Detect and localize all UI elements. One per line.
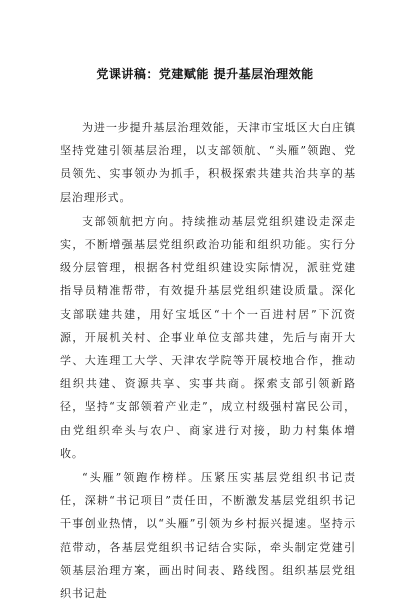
paragraph-leader-role: “头雁”领跑作榜样。压紧压实基层党组织书记责任，深耕“书记项目”责任田，不断激发基层党组织书记干事创业热情，以“头雁”引领为乡村振兴提速。坚持示范带动，各基层党组织书记结合实际，牵头制定党建引领基层治理方案，画出时间表、路线图。组织基层党组织书记赴: [60, 471, 356, 601]
document-title: 党课讲稿：党建赋能 提升基层治理效能: [96, 67, 314, 81]
paragraph-branch-leading: 支部领航把方向。持续推动基层党组织建设走深走实，不断增强基层党组织政治功能和组织功能。实行分级分层管理，根据各村党组织建设实际情况，派驻党建指导员精准帮带，有效提升基层党组织建设质量。深化支部联建共建，用好宝坻区“十个一百进村居”下沉资源，开展机关村、企事业单位支部共建，先后与南开大学、大连理工大学、天津农学院等开展校地合作，推动组织共建、资源共享、实事共商。探索支部引领新路径，坚持“支部领着产业走”，成立村级强村富民公司，由党组织牵头与农户、商家进行对接，助力村集体增收。: [60, 214, 356, 460]
paragraph-intro: 为进一步提升基层治理效能，天津市宝坻区大白庄镇坚持党建引领基层治理，以支部领航、“头雁”领跑、党员领先、实事领办为抓手，积极探索共建共治共享的基层治理形式。: [60, 121, 356, 204]
document-body: [60, 116, 356, 606]
